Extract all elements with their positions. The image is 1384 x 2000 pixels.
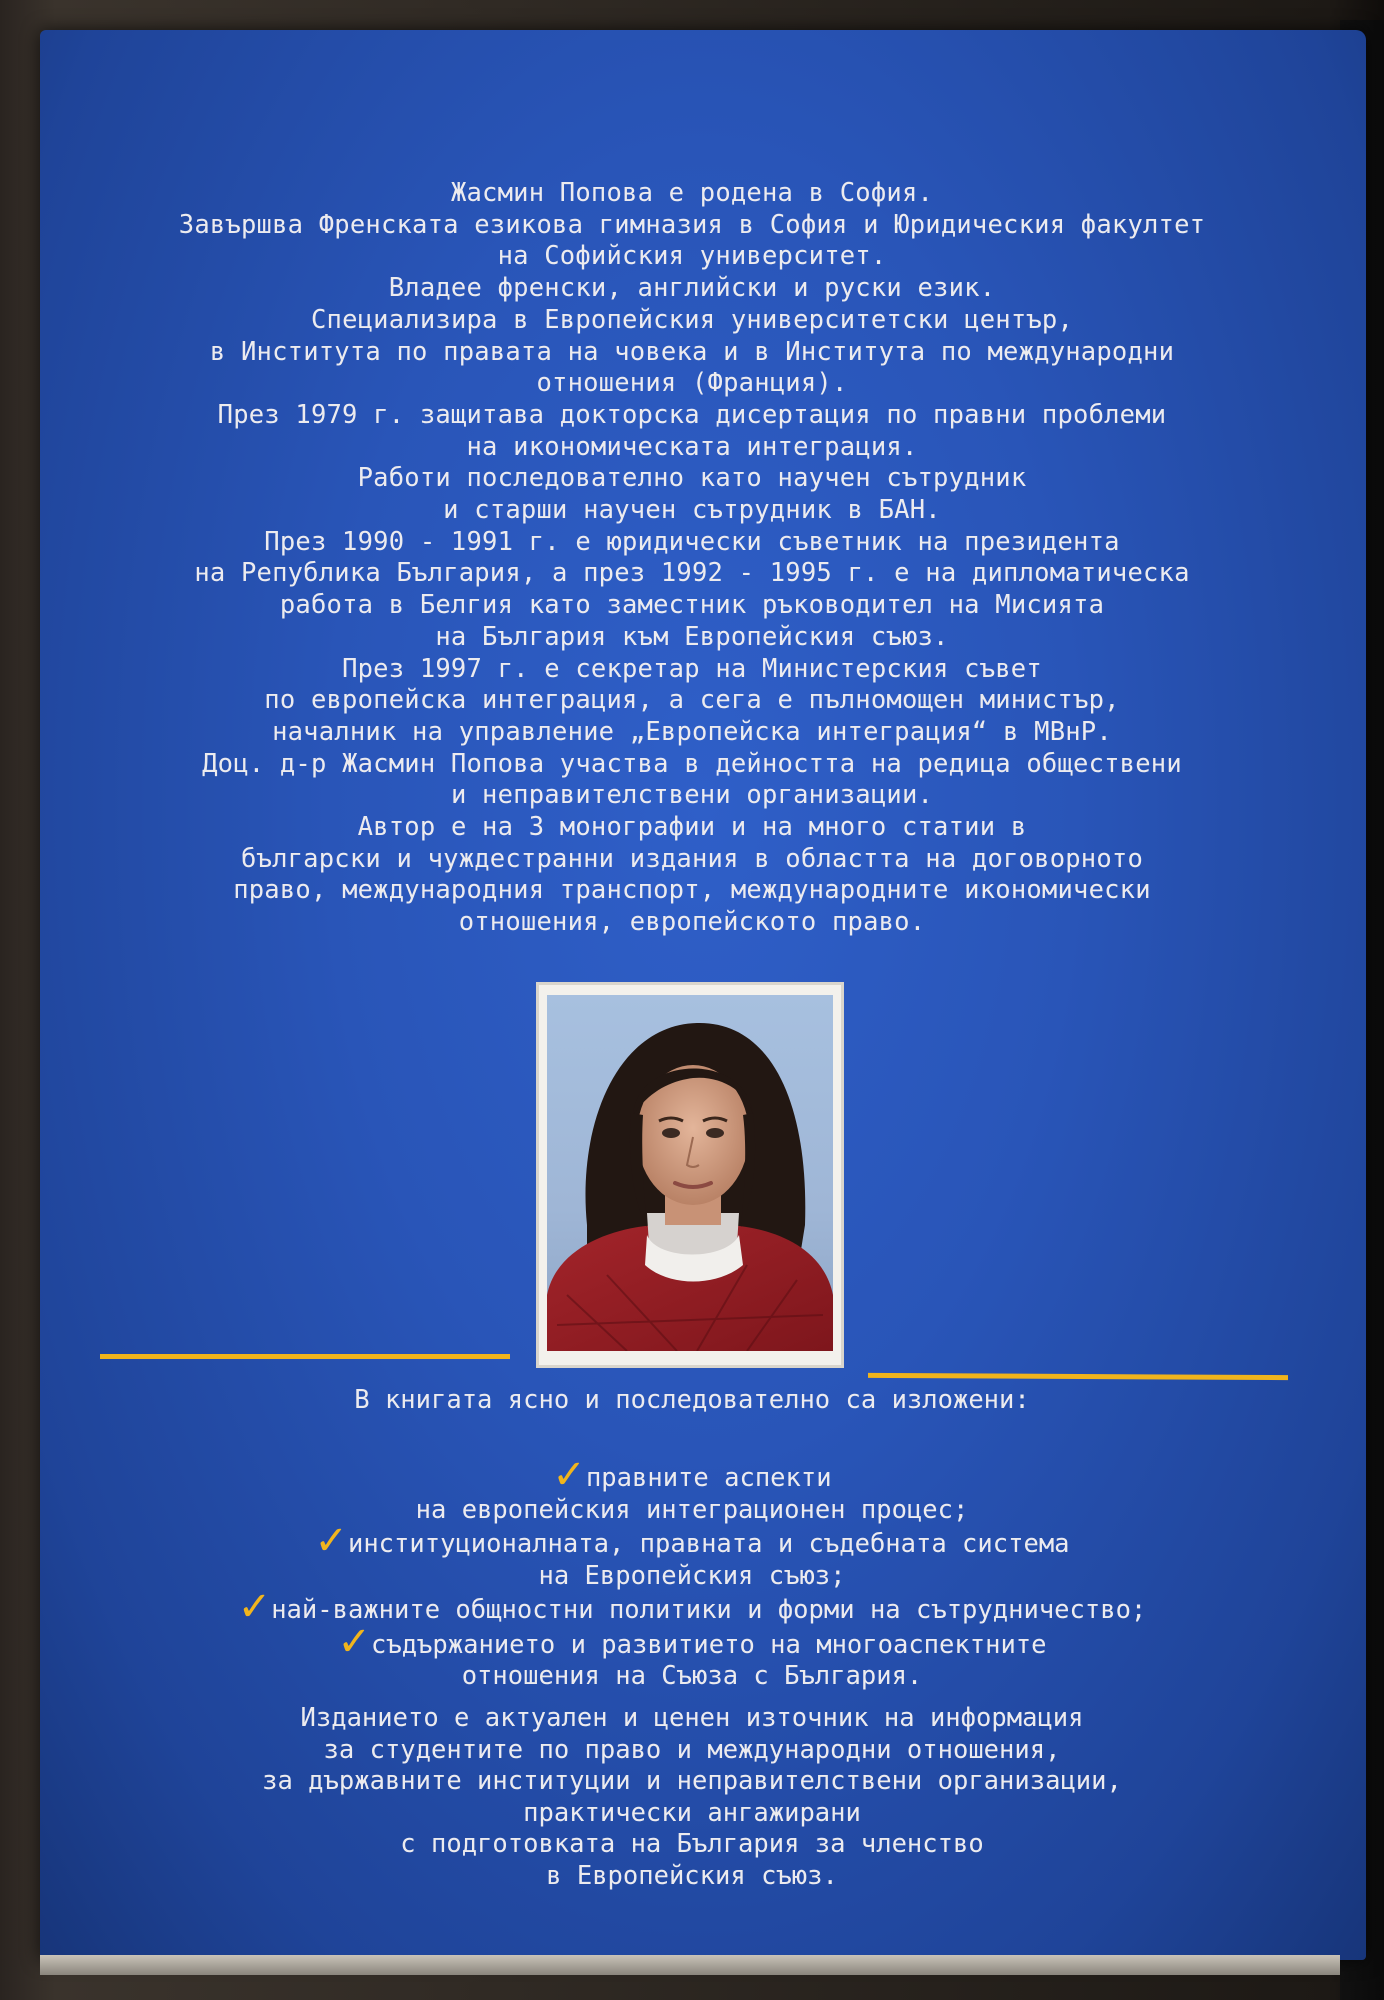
checkmark-icon: ✓ xyxy=(552,1452,586,1498)
list-item-text: на европейския интеграционен процес; xyxy=(415,1494,969,1525)
closing-line: за държавните институции и неправителствени организации, xyxy=(262,1766,1122,1796)
list-item xyxy=(0,1518,1384,1564)
bio-line: български и чуждестранни издания в областта на договорното xyxy=(240,843,1144,874)
bio-line: Жасмин Попова е родена в София. xyxy=(450,178,934,208)
bio-line: на Софийския университет. xyxy=(497,241,887,272)
list-item xyxy=(0,1561,1384,1593)
bio-line: През 1997 г. е секретар на Министерския съвет xyxy=(342,653,1042,684)
bio-line: и старши научен сътрудник в БАН. xyxy=(443,495,941,526)
bio-line: Доц. д-р Жасмин Попова участва в дейността на редица обществени xyxy=(202,748,1182,779)
book-contents-list xyxy=(0,1452,1384,1693)
closing-line: практически ангажирани xyxy=(523,1797,861,1828)
portrait-illustration xyxy=(547,995,833,1351)
bio-line: Специализира в Европейския университетски център, xyxy=(310,304,1074,335)
bio-line: Работи последователно като научен сътрудник xyxy=(357,463,1027,494)
bio-line: право, международния транспорт, международните икономически xyxy=(233,875,1151,906)
book-contents-intro xyxy=(0,1385,1384,1417)
closing-line: с подготовката на България за членство xyxy=(400,1829,984,1859)
intro-line: В книгата ясно и последователно са изложени: xyxy=(354,1385,1030,1415)
list-item xyxy=(0,1661,1384,1693)
page-edges xyxy=(40,1955,1340,1975)
bio-line: Завършва Френската езикова гимназия в София и Юридическия факултет xyxy=(178,209,1206,240)
bio-line: на Република България, а през 1992 - 1995 г. е на дипломатическа xyxy=(194,558,1190,589)
bio-line: на икономическата интеграция. xyxy=(466,431,918,462)
list-item xyxy=(0,1452,1384,1498)
bio-line: на България към Европейския съюз. xyxy=(435,621,949,652)
bio-line: работа в Белгия като заместник ръководител на Мисията xyxy=(279,590,1105,621)
bio-line: Владее френски, английски и руски език. xyxy=(388,273,996,304)
closing-line: за студентите по право и международни отношения, xyxy=(323,1734,1061,1765)
list-item-text: най-важните общностни политики и форми на сътрудничество; xyxy=(271,1595,1147,1625)
bio-line: отношения, европейското право. xyxy=(458,907,926,938)
bio-line: През 1990 - 1991 г. е юридически съветник на президента xyxy=(264,526,1120,557)
checkmark-icon: ✓ xyxy=(237,1584,272,1630)
author-biography xyxy=(0,178,1384,939)
checkmark-icon: ✓ xyxy=(337,1618,371,1665)
bio-line: в Института по правата на човека и в Института по международни xyxy=(209,336,1175,367)
list-item-text: съдържанието и развитието на многоаспектните xyxy=(371,1629,1047,1660)
list-item-text: на Европейския съюз; xyxy=(538,1560,846,1591)
list-item xyxy=(0,1495,1384,1527)
gold-rule-left xyxy=(100,1354,510,1359)
bio-line: началник на управление „Европейска интеграция“ в МВнР. xyxy=(272,716,1112,747)
list-item-text: правните аспекти xyxy=(585,1463,832,1493)
bio-line: и неправителствени организации. xyxy=(450,780,934,811)
book-description xyxy=(0,1703,1384,1892)
list-item-text: институционалната, правната и съдебната система xyxy=(347,1529,1070,1559)
closing-line: в Европейския съюз. xyxy=(546,1860,838,1891)
bio-line: отношения (Франция). xyxy=(536,368,848,399)
list-item xyxy=(0,1618,1384,1665)
bio-line: по европейска интеграция, а сега е пълномощен министър, xyxy=(264,685,1120,716)
list-item xyxy=(0,1584,1384,1630)
bio-line: През 1979 г. защитава докторска дисертация по правни проблеми xyxy=(217,399,1167,430)
bio-line: Автор е на 3 монографии и на много статии в xyxy=(357,812,1027,843)
closing-line: Изданието е актуален и ценен източник на информация xyxy=(300,1703,1084,1733)
checkmark-icon: ✓ xyxy=(314,1518,348,1564)
author-portrait-photo xyxy=(547,995,833,1351)
list-item-text: отношения на Съюза с България. xyxy=(461,1661,923,1691)
author-portrait-frame xyxy=(536,982,844,1368)
